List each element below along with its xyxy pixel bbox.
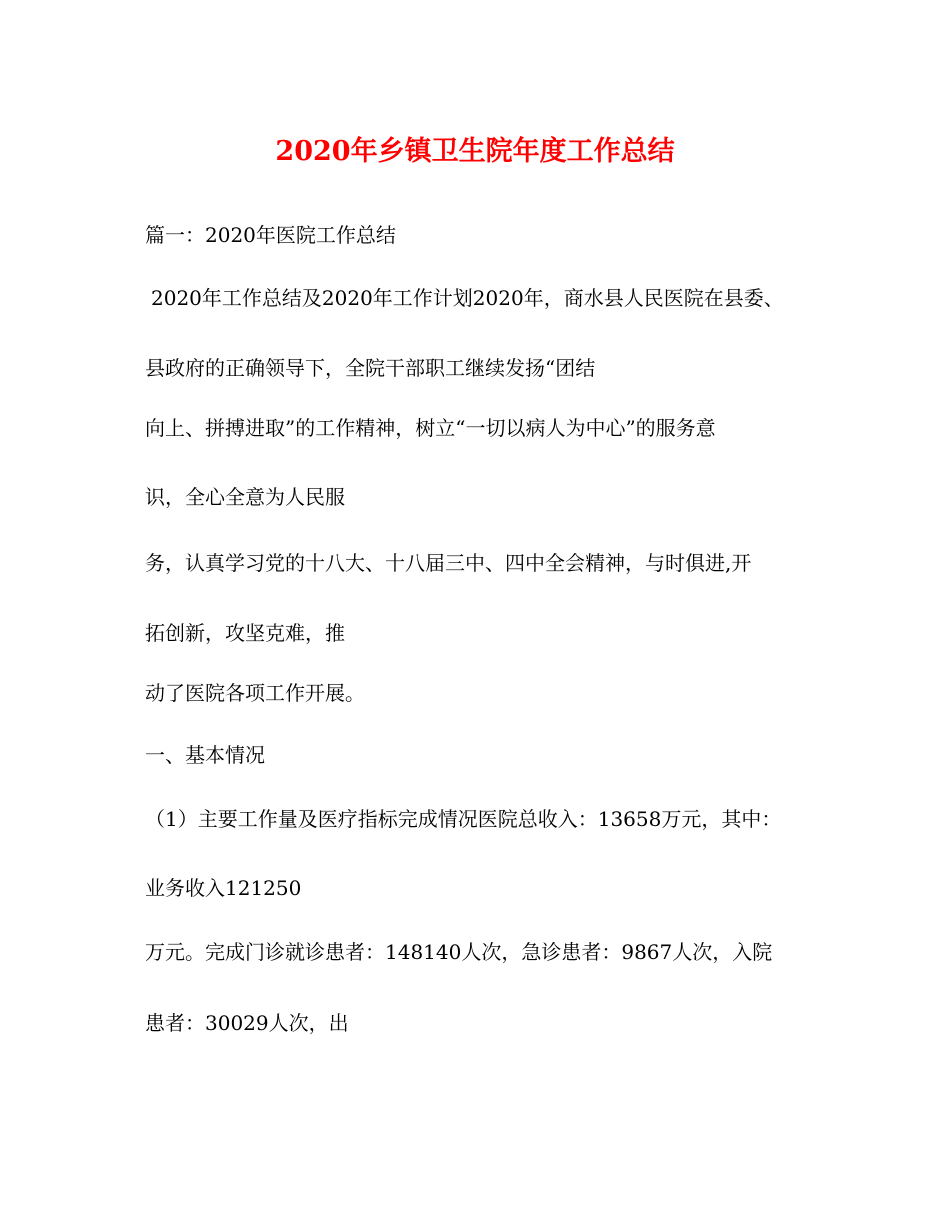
text-line-section-heading: 篇一：2020年医院工作总结 bbox=[145, 223, 396, 247]
text-line: 患者：30029人次，出 bbox=[145, 1011, 349, 1035]
text-line: （1）主要工作量及医疗指标完成情况医院总收入：13658万元，其中： bbox=[145, 807, 782, 831]
text-line: 向上、拼搏进取”的工作精神，树立“一切以病人为中心”的服务意 bbox=[145, 416, 716, 440]
text-line-subheading: 一、基本情况 bbox=[145, 743, 265, 767]
text-line: 县政府的正确领导下，全院干部职工继续发扬“团结 bbox=[145, 356, 596, 380]
text-line: 识，全心全意为人民服 bbox=[145, 485, 345, 509]
text-line: 务，认真学习党的十八大、十八届三中、四中全会精神，与时俱进,开 bbox=[145, 551, 752, 575]
text-line: 动了医院各项工作开展。 bbox=[145, 681, 365, 705]
document-title: 2020年乡镇卫生院年度工作总结 bbox=[275, 136, 675, 167]
text-line: 拓创新，攻坚克难，推 bbox=[145, 621, 345, 645]
text-line: 业务收入121250 bbox=[145, 876, 302, 900]
text-line: 2020年工作总结及2020年工作计划2020年，商水县人民医院在县委、 bbox=[151, 286, 784, 310]
text-line: 万元。完成门诊就诊患者：148140人次，急诊患者：9867人次，入院 bbox=[145, 940, 773, 964]
